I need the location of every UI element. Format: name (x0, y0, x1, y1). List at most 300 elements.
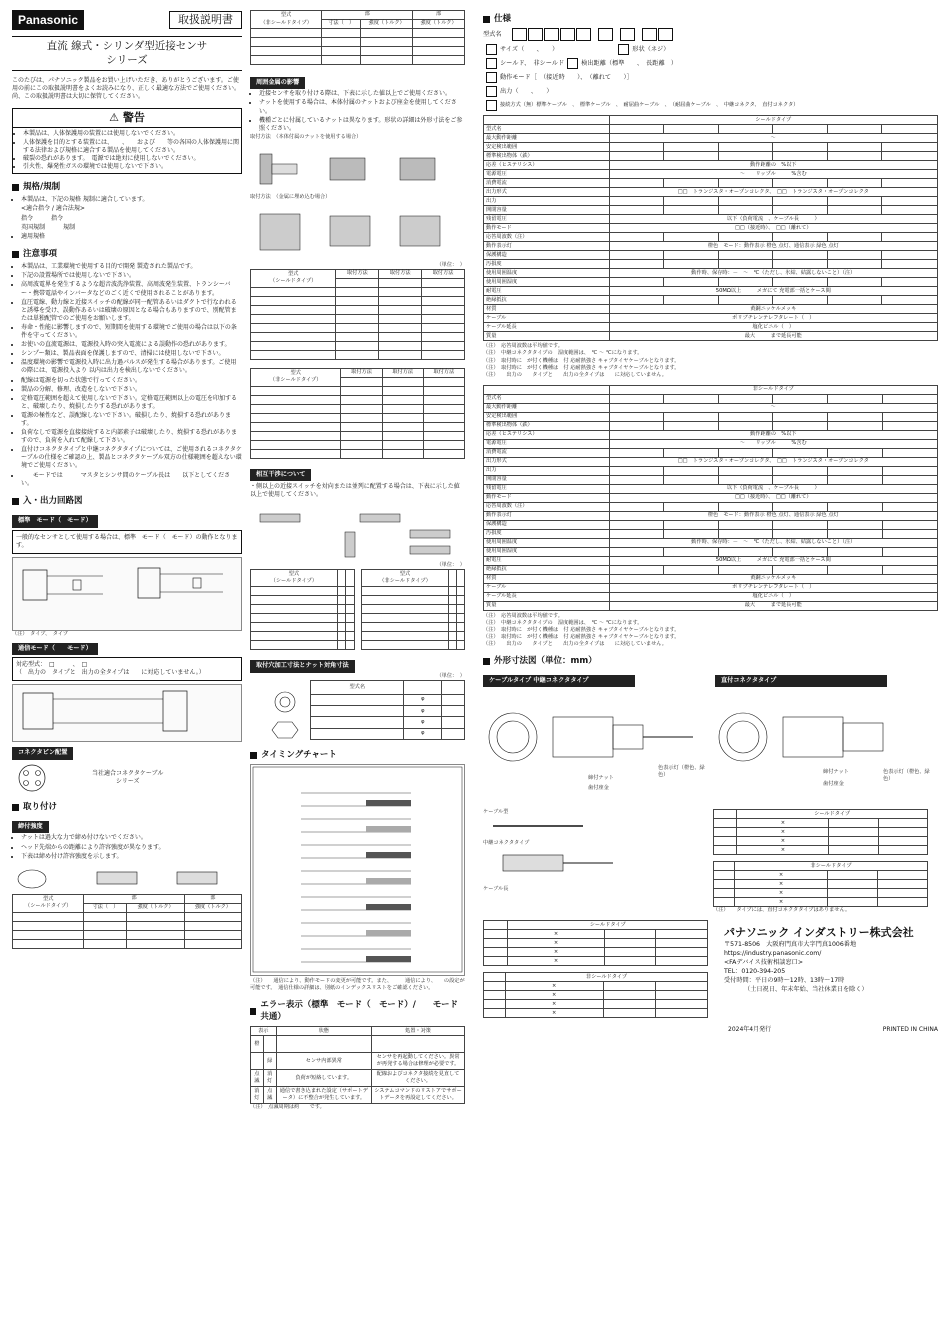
spec-option-row (483, 58, 938, 69)
section-heading: タイミングチャート (261, 749, 337, 760)
spec-cell (664, 502, 719, 511)
metal-figure-2 (250, 204, 465, 262)
spec-cell (609, 152, 664, 161)
spec-cell (773, 125, 828, 134)
spec-value: 最大 まで延長可能 (609, 332, 937, 341)
spec-label: 使用周囲温度 (484, 269, 610, 278)
spec-cell (664, 143, 719, 152)
interference-bar: 相互干渉について (250, 469, 311, 481)
spec-cell (882, 296, 938, 305)
spec-cell (664, 547, 719, 556)
spec-notes-shield (483, 343, 938, 378)
spec-table-shield (483, 115, 938, 341)
spec-cell (609, 520, 664, 529)
spec-cell (773, 448, 828, 457)
spec-value: □□ トランジスタ・オープンコレクタ、 □□ トランジスタ・オープンコレクタ (609, 188, 937, 197)
th-part: 部 (413, 11, 465, 20)
printed-in: PRINTED IN CHINA (882, 1026, 938, 1034)
precaution-item: • 本製品は、工業環境で使用する目的で開発 製造された製品です。 (21, 263, 242, 271)
spec-row (484, 323, 938, 332)
section-heading: 規格/規制 (23, 181, 61, 192)
connector-cable-text: 当社適合コネクタケーブル シリーズ (92, 769, 164, 785)
spec-cell (718, 251, 773, 260)
spec-cell (664, 475, 719, 484)
interference-table-nonshield (361, 569, 466, 650)
metal-table-shield (250, 269, 465, 360)
list-item: 指令 指令 (21, 214, 64, 222)
section-io-circuit (12, 496, 242, 507)
spec-cell (664, 296, 719, 305)
error-cell (276, 1036, 372, 1053)
spec-cell (882, 152, 938, 161)
spec-note: （注） 取付時に が付く機種は 付 応耐熱強さ キャブタイヤケーブルとなります。 (483, 357, 680, 364)
spec-cell (718, 412, 773, 421)
th-state: 状態 (276, 1027, 372, 1036)
spec-cell (828, 475, 883, 484)
interference-table-shield (250, 569, 355, 650)
spec-label: 電源電圧 (484, 170, 610, 179)
spec-cell (718, 233, 773, 242)
spec-label: 出力 (484, 197, 610, 206)
spec-cell (609, 296, 664, 305)
unit-label-3: （単位： ） (436, 672, 465, 679)
spec-label: 出力 (484, 466, 610, 475)
spec-cell (609, 547, 664, 556)
io-standard-mode-bar: 標準 モード（ モード） (12, 515, 98, 527)
spec-row (484, 269, 938, 278)
spec-cell (609, 394, 664, 403)
doc-type: 取扱説明書 (169, 11, 242, 30)
spec-row (484, 197, 938, 206)
spec-cell (609, 466, 664, 475)
title-line-2: シリーズ (106, 53, 148, 66)
list-item: • ヘッド先端からの距離により許容強度が異なります。 (21, 844, 242, 852)
list-item: • 適用規格 (21, 233, 242, 241)
spec-row (484, 224, 938, 233)
spec-row (484, 134, 938, 143)
spec-type-title: シールドタイプ (609, 116, 937, 125)
spec-cell (827, 278, 882, 287)
list-item: <適合指令 / 適合法規> (21, 205, 85, 213)
spec-label: 絶縁抵抗 (484, 565, 610, 574)
spec-value: ～ (609, 403, 937, 412)
spec-label: 耐電圧 (484, 287, 610, 296)
option-checkbox[interactable] (486, 58, 497, 69)
spec-row (484, 538, 938, 547)
spec-label: 標準検出物体（鉄） (484, 421, 610, 430)
error-cell (372, 1036, 465, 1053)
spec-row (484, 170, 938, 179)
spec-row (484, 457, 938, 466)
spec-label: 動作表示灯 (484, 511, 610, 520)
section-standards (12, 182, 242, 193)
error-table (250, 1026, 465, 1104)
spec-cell (828, 520, 883, 529)
spec-cell (882, 233, 938, 242)
warning-item: • 破裂の恐れがあります。 電源では絶対に使用しないでください。 (23, 155, 241, 163)
spec-cell (773, 260, 828, 269)
spec-cell (664, 466, 719, 475)
dims-label-nut: 締付ナット (588, 775, 614, 782)
spec-label: 耐電圧 (484, 556, 610, 565)
contact-desk: <FAデバイス技術相談窓口> (724, 959, 804, 967)
spec-row (484, 412, 938, 421)
spec-note: （注） 取付時に が付く機種は 付 応耐熱強さ キャブタイヤケーブルとなります。 (483, 633, 680, 640)
contact-tel: TEL：0120-394-205 (724, 968, 786, 976)
th-model: 型式 （シールドタイプ） (251, 269, 336, 287)
circuit-diagram-svg (13, 558, 241, 630)
spec-value: □□（接近時）、 □□（離れて） (609, 493, 937, 502)
spec-cell (609, 233, 664, 242)
th-dim: 寸法（ ） (84, 903, 127, 912)
timing-frame (253, 767, 462, 972)
spec-label: ケーブル (484, 314, 610, 323)
timing-pulse (366, 956, 411, 962)
footer-line (483, 1026, 938, 1034)
spec-row (484, 592, 938, 601)
io-comm-diagram (12, 684, 242, 742)
spec-cell (882, 125, 938, 134)
spec-note: （注） 応答周波数は平均値です。 (483, 612, 563, 619)
section-heading: 注意事項 (23, 248, 58, 259)
spec-value: 以下（負荷電流 、ケーブル長 ） (609, 484, 937, 493)
spec-cell (882, 475, 937, 484)
spec-cell (828, 412, 883, 421)
spec-note: （注） 取付時に が付く機種は 付 応耐熱強さ キャブタイヤケーブルとなります。 (483, 364, 680, 371)
metal-embed-svg (250, 204, 465, 262)
spec-label: 電源電圧 (484, 439, 610, 448)
option-checkbox[interactable] (618, 44, 629, 55)
phi-cell: φ (404, 717, 442, 728)
spec-row (484, 448, 938, 457)
section-heading: 取り付け (23, 801, 58, 812)
metal-table-nonshield (250, 368, 465, 459)
precautions-list (12, 263, 242, 487)
company-info (724, 920, 934, 1018)
spec-row (484, 251, 938, 260)
io-circuit-diagram (12, 557, 242, 631)
spec-cell (609, 502, 664, 511)
company-postal: 〒571-8506 大阪府門真市大字門真1006番地 (724, 941, 857, 949)
warning-item: • 人体保護を目的とする装置には、 、 および 等の各国の人体保護用に関する法律および規格に適合する製品を使用してください。 (23, 139, 241, 155)
spec-value: □□ トランジスタ・オープンコレクタ、 □□ トランジスタ・オープンコレクタ (609, 457, 937, 466)
spec-row (484, 583, 938, 592)
spec-cell (718, 278, 773, 287)
spec-label: 消費電流 (484, 179, 610, 188)
section-heading: 外形寸法図（単位：mm） (494, 655, 597, 666)
spec-label: 安定検出範囲 (484, 143, 610, 152)
section-heading: 仕様 (494, 14, 512, 24)
precaution-item: • 直付けコネクタタイプと中継コネクタタイプについては、ご使用されるコネクタケーブルの仕様をご確認の上、製品とコネクタケーブル双方の仕様範囲を超えない環境でご使用ください。 (21, 446, 242, 470)
spec-cell (827, 143, 882, 152)
spec-cell (718, 565, 773, 574)
spec-label: 安定検出範囲 (484, 412, 610, 421)
spec-cell (882, 206, 938, 215)
spec-cell (664, 565, 719, 574)
interference-tables (250, 569, 465, 650)
error-cell: 緑 (263, 1053, 276, 1070)
option-checkbox[interactable] (567, 58, 578, 69)
spec-cell (718, 529, 773, 538)
hole-bar: 取付穴加工寸法とナット対角寸法 (250, 660, 355, 672)
spec-value: 橙色 モード：動作表示 橙色 点灯、通信表示 緑色 点灯 (609, 242, 937, 251)
issue-date: 2024年4月発行 (728, 1026, 772, 1034)
timing-chart-svg (251, 765, 464, 975)
connector-pin-icon (12, 762, 52, 794)
dims-drawings (483, 687, 938, 809)
spec-cell (718, 547, 773, 556)
bottom-table-shield: シールドタイプ × × × × (483, 920, 708, 966)
spec-cell (828, 466, 883, 475)
spec-cell (609, 565, 664, 574)
spec-cell (609, 206, 664, 215)
precaution-item: • シンプー類は、製品表面を保護しますので、清掃には使用しないで下さい。 (21, 350, 242, 358)
cable-type-label: ケーブル型 (483, 809, 509, 816)
error-row (251, 1036, 465, 1053)
dims-tables (713, 809, 928, 914)
interference-text: ・側以上の近接スイッチを対向または並列に配置する場合は、下表に示した値以上で使用してください。 (250, 483, 460, 499)
spec-row (484, 125, 938, 134)
timing-pulse (366, 930, 411, 936)
hole-section (250, 680, 465, 740)
spec-value: 橙色 モード：動作表示 橙色 点灯、通信表示 緑色 点灯 (609, 511, 937, 520)
spec-type-title: 非シールドタイプ (609, 385, 937, 394)
error-cell: 消灯 (263, 1070, 276, 1087)
spec-value: ～ リップル %含む (609, 170, 937, 179)
th-dim: 寸法（ ） (322, 20, 361, 29)
spec-cell (664, 179, 719, 188)
spec-row (484, 179, 938, 188)
th-action: 処置・対策 (372, 1027, 465, 1036)
spec-cell (773, 520, 828, 529)
spec-cell (609, 143, 664, 152)
th-model: 型式 （シールドタイプ） (251, 570, 338, 587)
spec-row (484, 215, 938, 224)
error-cell (251, 1053, 264, 1070)
spec-label: 標準検出物体（鉄） (484, 152, 610, 161)
metal-list (250, 90, 465, 132)
phi-cell: φ (404, 705, 442, 716)
precaution-item: • 負荷なしで電源を直接接続すると内部素子は破壊したり、焼損する恐れがありますので、負荷を入れて配線して下さい。 (21, 429, 242, 445)
option-checkbox[interactable] (486, 44, 497, 55)
spec-cell (609, 251, 664, 260)
warning-heading (13, 109, 241, 129)
spec-label: ケーブル (484, 583, 610, 592)
th-model: 型式 （非シールドタイプ） (251, 368, 341, 386)
spec-label: ケーブル延長 (484, 323, 610, 332)
error-row (251, 1053, 465, 1070)
th-display: 表示 (251, 1027, 277, 1036)
spec-cell (773, 251, 828, 260)
spec-label: 動作モード (484, 224, 610, 233)
error-cell (263, 1036, 276, 1053)
torque-table-top (250, 10, 465, 65)
spec-value: ポリブチレンテレフタレート（ ） (609, 583, 937, 592)
hole-figure-icon (250, 680, 300, 740)
spec-value: 黄銅ニッケルメッキ (609, 305, 937, 314)
precaution-item: • 電源の極性など、誤配線しないで下さい。破損したり、焼損する恐れがあります。 (21, 412, 242, 428)
warning-title: 警告 (122, 110, 145, 124)
spec-row (484, 439, 938, 448)
spec-cell (609, 529, 664, 538)
error-cell: 橙 (251, 1036, 264, 1053)
spec-cell (773, 475, 828, 484)
spec-row (484, 278, 938, 287)
th-model: 型式 （非シールドタイプ） (361, 570, 449, 587)
timing-pulse (366, 800, 411, 806)
spec-cell (773, 394, 828, 403)
th-nonshield: 非シールドタイプ (734, 862, 927, 871)
spec-cell (718, 448, 773, 457)
precaution-item: • お使いの直流電源は、電源投入時の突入電流による誤動作の恐れがあります。 (21, 341, 242, 349)
precaution-item: • 寿命・性能に影響しますので、短期間を使用する環境でご使用の場合は以下の条件を守ってください。 (21, 324, 242, 340)
spec-cell (718, 260, 773, 269)
spec-notes-nonshield (483, 613, 938, 648)
spec-option-row (483, 100, 938, 111)
dims-drawing-svg (483, 687, 938, 809)
section-error (250, 1000, 465, 1023)
spec-cell (664, 278, 719, 287)
spec-cell (882, 529, 937, 538)
precaution-item: • 高周波電界を発生するような超音波洗浄装置、高周波発生装置、トランシーバー・携帯電話やインバータなどのごく近くで使用されることがあります。 (21, 281, 242, 297)
title-line-1: 直流 線式・シリンダ型近接センサ (46, 40, 208, 52)
metal-figure-1 (250, 144, 465, 194)
option-label: 動作モード［ （接近時 ）、 （離れて ）］ (500, 73, 633, 81)
mount-list (12, 834, 242, 860)
spec-cell (773, 278, 828, 287)
spec-row (484, 466, 938, 475)
spec-cell (882, 260, 938, 269)
relay-connector-icon (483, 847, 633, 883)
precaution-item: • 配線は電源を切った状態で行ってください。 (21, 377, 242, 385)
spec-cell (609, 197, 664, 206)
spec-cell (718, 152, 773, 161)
timing-pulse (366, 878, 411, 884)
spec-cell (664, 260, 719, 269)
th-mount: 取付方法 (422, 269, 465, 278)
dims-lower (483, 809, 938, 914)
relay-connector-label: 中継コネクタタイプ (483, 839, 530, 846)
spec-cell (718, 502, 773, 511)
error-cell: センサを再起動してください。異常が再発する場合は修理が必要です。 (372, 1053, 465, 1070)
spec-row (484, 287, 938, 296)
spec-cell (718, 296, 773, 305)
spec-row (484, 296, 938, 305)
warning-item: • 本製品は、人体保護用の装置には使用しないでください。 (23, 130, 241, 138)
interference-svg (250, 502, 465, 562)
error-cell: 点滅 (263, 1087, 276, 1104)
th-mount: 取付方法 (379, 269, 422, 278)
spec-cell (828, 547, 883, 556)
company-url[interactable]: https://industry.panasonic.com/ (724, 950, 822, 958)
spec-label: 材質 (484, 305, 610, 314)
section-heading: 入・出力回路図 (23, 495, 83, 506)
spec-cell (827, 206, 882, 215)
model-label: 型式名 (483, 30, 502, 38)
spec-header-blank (484, 116, 610, 125)
error-row (251, 1087, 465, 1104)
spec-row (484, 242, 938, 251)
spec-row (484, 475, 938, 484)
error-cell: センサ内部異常 (276, 1053, 372, 1070)
th-mount: 取付方法 (336, 269, 379, 278)
cable-type-figures (483, 809, 703, 914)
document-title (12, 36, 242, 71)
spec-cell (773, 152, 828, 161)
spec-cell (609, 448, 664, 457)
cable-icon (483, 816, 633, 836)
phi-cell: φ (404, 728, 442, 739)
timing-pulse (366, 904, 411, 910)
spec-cell (828, 502, 883, 511)
option-checkbox[interactable] (486, 100, 497, 111)
error-cell: 配線およびコネクタ接続を見直してください。 (372, 1070, 465, 1087)
metal-nut-svg (250, 144, 465, 194)
error-cell: 負荷が短絡しています。 (276, 1070, 372, 1087)
error-cell: システムコマンドのリストアでサポートデータを再設定してください。 (372, 1087, 465, 1104)
dims-label-washer: 歯付座金 (588, 785, 609, 792)
spec-label: 絶縁抵抗 (484, 296, 610, 305)
spec-label: 消費電流 (484, 448, 610, 457)
dims-note: （注） タイプには、直付コネクタタイプはありません。 (713, 907, 851, 914)
intro-text: このたびは、パナソニック製品をお買い上げいただき、ありがとうございます。ご使用の前にこの取扱説明書をよくお読みになり、正しく最適な方法でご使用ください。尚、この取扱説明書は大切に保管してください。 (12, 77, 241, 101)
spec-cell (882, 394, 937, 403)
list-item: • ナットを使用する場合は、本体付属のナットおよび座金を使用してください。 (259, 99, 465, 115)
spec-cell (827, 296, 882, 305)
spec-header-blank (484, 385, 610, 394)
spec-label: 最大動作距離 (484, 403, 610, 412)
spec-cell (609, 179, 664, 188)
spec-row (484, 502, 938, 511)
spec-row (484, 529, 938, 538)
unit-label: （単位： ） (436, 261, 465, 268)
cable-length-label: ケーブル長 (483, 885, 509, 892)
spec-label: 応差（ヒステリシス） (484, 161, 610, 170)
spec-cell (827, 179, 882, 188)
spec-cell (882, 547, 937, 556)
spec-row (484, 484, 938, 493)
spec-cell (718, 394, 773, 403)
spec-cell (882, 143, 938, 152)
option-label: 接続方式（無）標準ケーブル 、 標準ケーブル 、 耐屈曲ケーブル 、 （耐屈曲ケーブル 、 中継コネクタ、 直付コネクタ） (500, 102, 799, 109)
spec-row (484, 493, 938, 502)
spec-label: 汚損度 (484, 260, 610, 269)
io-standard-box: 一般的なセンサとして使用する場合は、標準 モード（ モード）の動作となります。 (12, 530, 242, 554)
spec-cell (718, 143, 773, 152)
spec-row (484, 547, 938, 556)
option-checkbox[interactable] (486, 86, 497, 97)
timing-chart (250, 764, 465, 976)
section-dimensions (483, 656, 938, 667)
option-checkbox[interactable] (486, 72, 497, 83)
precaution-item: • モードでは マスタとシンサ間のケーブル長は 以下としてください。 (21, 472, 242, 488)
spec-value: 50MΩ以上 メガにて 充電部一括とケース間 (609, 287, 937, 296)
option-label: 出力（ 、 ） (500, 87, 553, 95)
dims-label-washer-2: 歯付座金 (823, 781, 844, 788)
spec-note: （注） 出力の タイプと 出力の全タイプは に対応していません。 (483, 371, 667, 378)
spec-label: 質量 (484, 332, 610, 341)
spec-cell (773, 143, 828, 152)
th-torque: 強度（トルク） (361, 20, 413, 29)
th-shield: シールドタイプ (737, 810, 928, 819)
spec-cell (664, 412, 719, 421)
list-item: • 機種ごとに付属しているナットは異なります。形状の詳細は外形寸法をご参照ください。 (259, 117, 465, 133)
io-comm-mode-bar: 通信モード（ モード） (12, 643, 98, 655)
spec-row (484, 260, 938, 269)
spec-cell (773, 206, 828, 215)
spec-value: ポリブチレンテレフタレート（ ） (609, 314, 937, 323)
spec-cell (718, 466, 773, 475)
